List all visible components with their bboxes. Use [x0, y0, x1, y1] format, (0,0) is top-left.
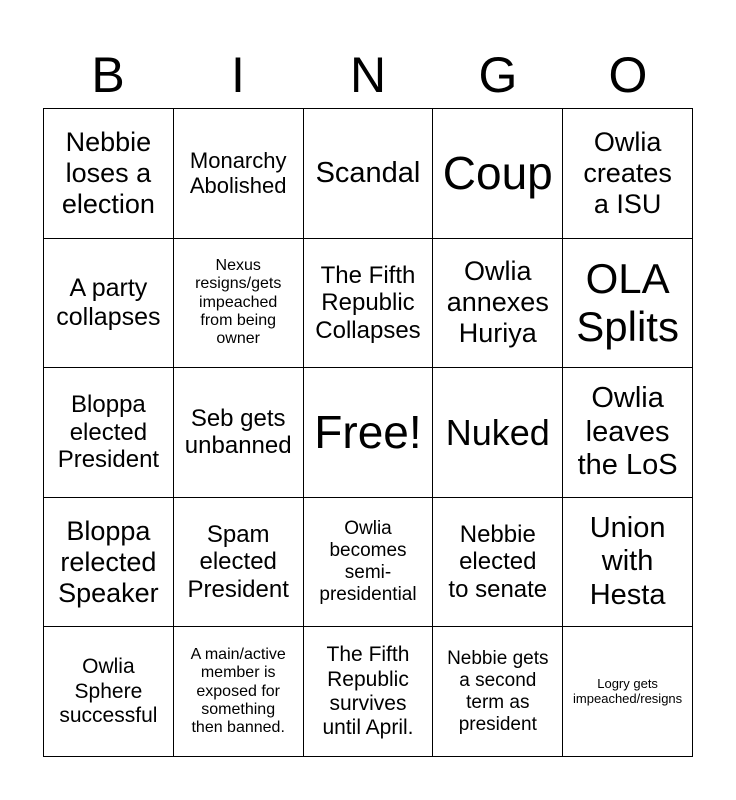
- cell-text: Scandal: [315, 156, 421, 189]
- bingo-cell[interactable]: [44, 239, 174, 369]
- header-letter-n: N: [349, 47, 387, 103]
- bingo-cell[interactable]: [174, 239, 304, 369]
- bingo-cell[interactable]: [44, 368, 174, 498]
- bingo-cell[interactable]: [563, 109, 693, 239]
- bingo-cell[interactable]: [44, 498, 174, 628]
- cell-text: Nebbie elected to senate: [448, 520, 548, 603]
- bingo-cell[interactable]: [433, 627, 563, 757]
- header-letter-b: B: [91, 47, 125, 103]
- bingo-cell[interactable]: [304, 498, 434, 628]
- bingo-cell[interactable]: [563, 498, 693, 628]
- cell-text: Nebbie gets a second term as president: [447, 648, 549, 735]
- bingo-cell[interactable]: [304, 239, 434, 369]
- cell-text: The Fifth Republic survives until April.: [322, 643, 414, 739]
- bingo-cell[interactable]: [174, 627, 304, 757]
- cell-text: Spam elected President: [187, 520, 289, 603]
- cell-text: Seb gets unbanned: [184, 404, 292, 460]
- cell-text: Bloppa relected Speaker: [58, 515, 159, 608]
- bingo-cell[interactable]: [304, 627, 434, 757]
- bingo-board: [43, 108, 693, 757]
- cell-text: Logry gets impeached/resigns: [573, 675, 683, 706]
- header-letter-g: G: [478, 47, 518, 103]
- bingo-cell[interactable]: [174, 368, 304, 498]
- header-letter-i: I: [231, 47, 245, 103]
- bingo-cell[interactable]: [174, 498, 304, 628]
- cell-text: Owlia becomes semi- presidential: [319, 518, 417, 605]
- bingo-cell[interactable]: [44, 627, 174, 757]
- bingo-cell[interactable]: [563, 627, 693, 757]
- free-space[interactable]: [304, 368, 434, 498]
- cell-text: OLA Splits: [576, 254, 679, 350]
- cell-text: Monarchy Abolished: [189, 148, 287, 199]
- bingo-cell[interactable]: [433, 368, 563, 498]
- bingo-cell[interactable]: [433, 498, 563, 628]
- bingo-cell[interactable]: [174, 109, 304, 239]
- cell-text: Coup: [442, 146, 553, 199]
- header-letter-o: O: [608, 47, 648, 103]
- bingo-cell[interactable]: [563, 239, 693, 369]
- cell-text: Bloppa elected President: [57, 391, 160, 474]
- bingo-cell[interactable]: [433, 109, 563, 239]
- cell-text: The Fifth Republic Collapses: [315, 261, 421, 344]
- cell-text: Owlia creates a ISU: [583, 126, 672, 219]
- cell-text: Nexus resigns/gets impeached from being owner: [195, 256, 282, 348]
- cell-text: Union with Hesta: [589, 512, 666, 611]
- bingo-cell[interactable]: [563, 368, 693, 498]
- bingo-cell[interactable]: [44, 109, 174, 239]
- cell-text: Nuked: [445, 411, 550, 453]
- cell-text: Owlia Sphere successful: [59, 655, 158, 727]
- bingo-cell[interactable]: [433, 239, 563, 369]
- cell-text: Free!: [314, 406, 422, 459]
- cell-text: Owlia leaves the LoS: [577, 382, 678, 482]
- cell-text: A party collapses: [56, 274, 161, 331]
- cell-text: A main/active member is exposed for something then banned.: [190, 645, 286, 737]
- cell-text: Nebbie loses a election: [61, 126, 155, 219]
- cell-text: Owlia annexes Huriya: [446, 256, 549, 349]
- bingo-cell[interactable]: [304, 109, 434, 239]
- bingo-header: [43, 42, 693, 108]
